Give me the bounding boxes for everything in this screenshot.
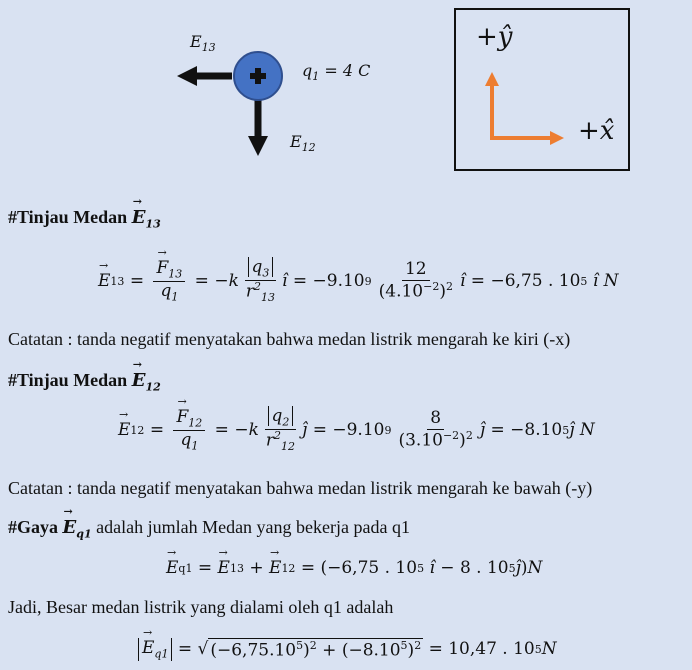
- axis-x-label: +x̂: [578, 116, 615, 146]
- e12-label: $E_{12}$: [290, 132, 316, 155]
- plus-sign-v: [255, 68, 261, 84]
- charge-field-svg: [0, 0, 420, 180]
- gaya-prefix: #Gaya: [8, 517, 59, 537]
- charge-label: $q_1 = 4$ C: [302, 61, 371, 84]
- e13-arrow-head: [177, 66, 197, 86]
- gaya-rest: adalah jumlah Medan yang bekerja pada q1: [91, 517, 410, 537]
- tinjau13-title: #Tinjau Medan → $E_{13}$: [8, 207, 161, 231]
- catatan-1: Catatan : tanda negatif menyatakan bahwa medan listrik mengarah ke kiri (-x): [8, 329, 571, 349]
- jadi-text: Jadi, Besar medan listrik yang dialami oleh q1 adalah: [8, 597, 394, 617]
- tinjau12-title: #Tinjau Medan → $E_{12}$: [8, 370, 161, 394]
- gaya-line: #Gaya → $E_{q1}$ adalah jumlah Medan yang bekerja pada q1: [8, 517, 410, 541]
- axis-y-label: +ŷ: [476, 22, 513, 52]
- e13-label: $E_{13}$: [190, 32, 216, 55]
- sum-equation: → E q1 = → E 13 + → E 12 = (−6,75 . 10 5 î − 8 . 10 5 ĵ ) N: [166, 558, 542, 578]
- magnitude-equation: → $E_{q1}$ = √ $(-6,75.10^5)^2 + (-8.10^5)^2$ = 10,47 . 10 5 N: [138, 638, 557, 661]
- tinjau13-equation: → E 13 = → $\frac{F_{13}}{q_1}$ = − k $\frac{q_3}{r^2_{13}}$ î = −9.10 9 $\frac{12}{(4.10^{-2})^2}$ î = −6,75 . 10 5 î N: [98, 258, 619, 305]
- e12-arrow-head: [248, 136, 268, 156]
- field-diagram: [0, 0, 692, 180]
- catatan-2: Catatan : tanda negatif menyatakan bahwa medan listrik mengarah ke bawah (-y): [8, 478, 593, 498]
- axis-box: [454, 8, 630, 171]
- tinjau12-equation: → E 12 = → $\frac{F_{12}}{q_1}$ = − k $\frac{q_2}{r^2_{12}}$ ĵ = −9.10 9 $\frac{8}{(3.10^{-2})^2}$ ĵ = −8.10 5 ĵ N: [118, 407, 595, 454]
